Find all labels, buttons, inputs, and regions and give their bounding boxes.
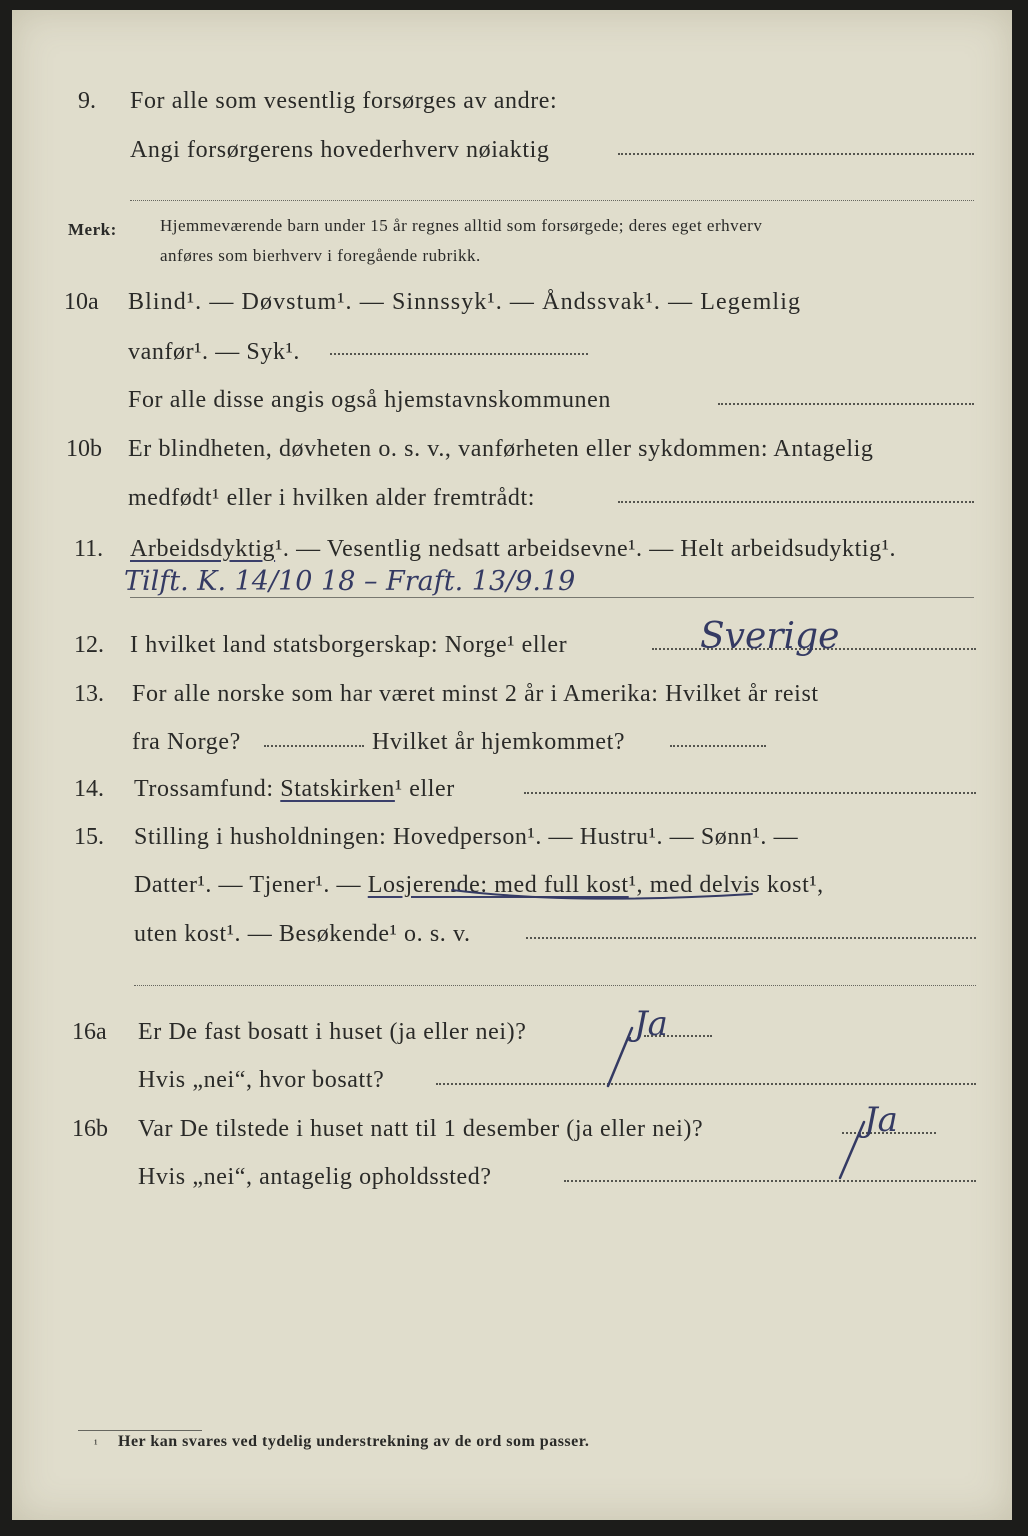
q9-number: 9. [78,88,96,114]
q14-label: Trossamfund: [134,776,274,802]
q15-line2-start: Datter¹. — Tjener¹. — [134,872,368,898]
q10a-question-line2: vanfør¹. — Syk¹. [128,339,300,365]
footnote-text: Her kan svares ved tydelig understrekning av de ord som passer. [118,1433,590,1450]
q11-handwritten-note: Tilft. K. 14/10 18 – Fraft. 13/9.19 [124,566,576,597]
q12-handwritten-answer: Sverige [700,616,840,657]
q12-question: I hvilket land statsborgerskap: Norge¹ eller [130,632,568,658]
q10a-question: Blind¹. — Døvstum¹. — Sinnssyk¹. — Åndssvak¹. — Legemlig [128,289,802,315]
q11-number: 11. [74,536,104,562]
q10b-number: 10b [66,436,102,462]
q10a-question-line3: For alle disse angis også hjemstavnskommunen [128,387,612,413]
q16b-handwritten-answer: Ja [864,1100,898,1140]
footnote-rule [78,1430,202,1431]
q14-number: 14. [74,776,104,802]
q15-question: Stilling i husholdningen: Hovedperson¹. — Hustru¹. — Sønn¹. — [134,824,799,850]
q11-underlined-answer: Arbeidsdyktig [130,536,276,562]
q16b-question-line2: Hvis „nei“, antagelig opholdssted? [138,1164,492,1190]
q14-underlined-answer: Statskirken [280,776,395,802]
q11-question-rest: ¹. — Vesentlig nedsatt arbeidsevne¹. — Helt arbeidsudyktig¹. [275,536,897,562]
merk-note-line2: anføres som bierhverv i foregående rubrikk. [160,246,481,265]
footnote-marker: ¹ [94,1437,99,1451]
merk-label: Merk: [68,220,117,239]
q13-question-line2a: fra Norge? [132,729,241,755]
q16a-question: Er De fast bosatt i huset (ja eller nei)? [138,1019,527,1045]
census-form-page [12,10,1012,1520]
q13-question-line2b: Hvilket år hjemkommet? [372,729,626,755]
q10b-question-line2: medfødt¹ eller i hvilken alder fremtrådt: [128,485,535,511]
q9-question: For alle som vesentlig forsørges av andre: [130,88,558,114]
q13-number: 13. [74,681,104,707]
q13-question: For alle norske som har været minst 2 år i Amerika: Hvilket år reist [132,681,819,707]
merk-note: Hjemmeværende barn under 15 år regnes alltid som forsørgede; deres eget erhverv [160,216,763,235]
q16a-number: 16a [72,1019,107,1045]
q15-line2-end: ¹, med delvis kost¹, [628,872,824,898]
q16a-handwritten-answer: Ja [634,1004,668,1044]
q12-number: 12. [74,632,104,658]
handwritten-strokes [12,10,1012,1520]
q15-question-line3: uten kost¹. — Besøkende¹ o. s. v. [134,921,471,947]
q9-question-line2: Angi forsørgerens hovederhverv nøiaktig [130,137,550,163]
q16a-question-line2: Hvis „nei“, hvor bosatt? [138,1067,385,1093]
q10a-number: 10a [64,289,99,315]
q15-underlined-answer: Losjerende: med full kost [367,872,629,898]
q14-rest: ¹ eller [394,776,455,802]
q15-number: 15. [74,824,104,850]
q10b-question: Er blindheten, døvheten o. s. v., vanførheten eller sykdommen: Antagelig [128,436,874,462]
q16b-question: Var De tilstede i huset natt til 1 desember (ja eller nei)? [138,1116,704,1142]
q16b-number: 16b [72,1116,108,1142]
